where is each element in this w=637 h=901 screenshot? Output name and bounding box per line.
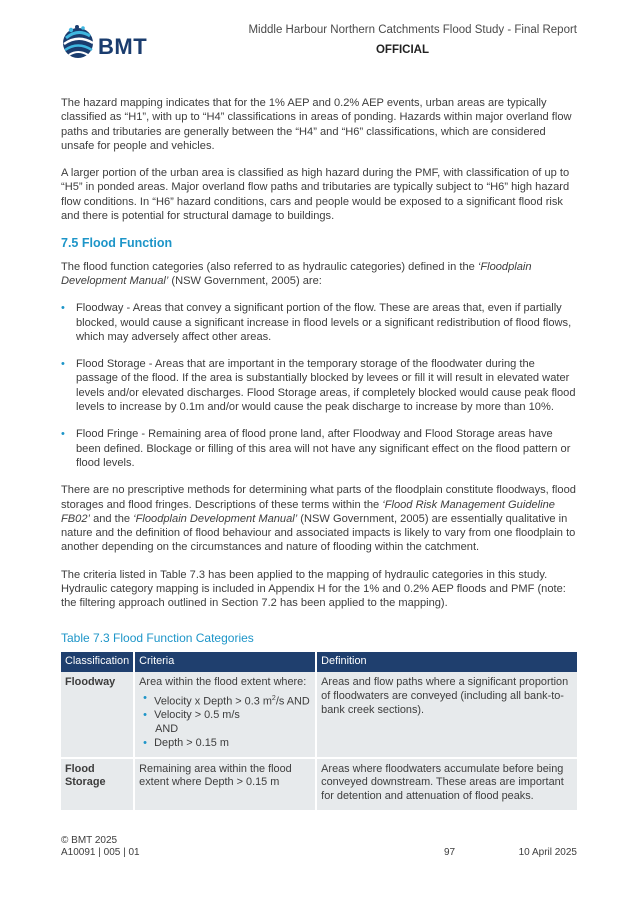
document-reference: A10091 | 005 | 01	[61, 847, 140, 858]
definition-cell: Areas where floodwaters accumulate before being conveyed downstream. These areas are important for detention and attenuation of flood peaks.	[316, 758, 577, 810]
paragraph: The hazard mapping indicates that for the 1% AEP and 0.2% AEP events, urban areas are typically classified as “H1”, with up to “H4” classifications in areas of ponding. Hazards within major overland flow paths and tributaries are generally between the “H4” and “H6” classifications, which are considered unsafe for people and vehicles.	[61, 97, 572, 152]
bullet-icon: •	[143, 736, 147, 749]
criteria-list	[139, 692, 311, 751]
flood-function-table	[61, 652, 577, 810]
table-row	[61, 758, 577, 810]
footer-date: 10 April 2025	[518, 847, 577, 858]
paragraph: A larger portion of the urban area is classified as high hazard during the PMF, with classification of up to “H5” in ponded areas. Major overland flow paths and tributaries are typically subject to “H6” high hazard flow conditions. In “H6” hazard conditions, cars and people would be exposed to a significant flood risk and there is potential for structural damage to buildings.	[61, 167, 570, 223]
column-header: Definition	[316, 652, 577, 672]
logo-wordmark: BMT	[98, 34, 148, 59]
paragraph: There are no prescriptive methods for determining what parts of the floodplain constitute floodways, flood storages and flood fringes. Descriptions of these terms within the ‘Flood Risk Management Guideline FB02’ and the ‘Floodplain Development Manual’ (NSW Government, 2005) are essentially qualitative in nature and the definition of flood behaviour and associated impacts is likely to vary from one floodplain to another depending on the circumstances and nature of flooding within the catchment.	[61, 484, 576, 554]
list-item: • Velocity x Depth > 0.3 $m^2/s$ AND	[143, 691, 310, 708]
list-item: AND	[155, 722, 179, 735]
bmt-globe-icon	[60, 22, 96, 62]
list-item: • Velocity > 0.5 m/s	[143, 709, 240, 722]
classification-label: OFFICIAL	[375, 44, 429, 56]
column-header: Classification	[61, 652, 134, 672]
report-title: Middle Harbour Northern Catchments Flood Study - Final Report	[248, 24, 577, 36]
paragraph: The flood function categories (also referred to as hydraulic categories) defined in the ‘Floodplain Development Manual’ (NSW Government, 2005) are:	[61, 260, 532, 287]
criteria-cell: Area within the flood extent where: • Velocity x Depth > 0.3 $m^2/s$ AND • Velocity > 0.5 m/s AND • Depth > 0.15 m	[134, 672, 316, 758]
page-number: 97	[444, 847, 456, 858]
table-caption: Table 7.3 Flood Function Categories	[61, 630, 254, 645]
section-heading: 7.5 Flood Function	[61, 236, 173, 251]
page-content	[61, 96, 577, 810]
table-header-row	[61, 652, 577, 672]
copyright-text: © BMT 2025	[61, 835, 118, 846]
bullet-icon: •	[61, 358, 65, 371]
paragraph: The criteria listed in Table 7.3 has been applied to the mapping of hydraulic categories in this study. Hydraulic category mapping is included in Appendix H for the 1% and 0.2% AEP floods and PMF (note: the filtering approach outlined in Section 7.2 has been applied to the mapping).	[61, 568, 566, 610]
footer-left	[61, 835, 140, 859]
list-item: • Depth > 0.15 m	[143, 736, 229, 749]
bmt-logo	[60, 22, 160, 68]
list-item: • Flood Fringe - Remaining area of flood prone land, after Floodway and Flood Storage areas have been defined. Blockage or filling of this area will not have any significant effect on the flood pattern or flood levels.	[61, 428, 571, 469]
list-item: • Flood Storage - Areas that are important in the temporary storage of the floodwater during the passage of the flood. If the area is substantially blocked by levees or fill it will result in elevated water levels and/or elevated discharges. Flood Storage areas, if completely blocked would cause peak flood levels to increase by 0.1m and/or would cause the peak discharge to increase by more than 10%.	[61, 358, 576, 414]
bullet-icon: •	[61, 302, 65, 315]
bullet-icon: •	[143, 691, 147, 704]
table-row	[61, 672, 577, 758]
bullet-icon: •	[143, 709, 147, 722]
classification-cell: Flood Storage	[61, 758, 134, 810]
definition-cell: Areas and flow paths where a significant proportion of floodwaters are conveyed (including all bank-to-bank creek sections).	[316, 672, 577, 758]
criteria-cell: Remaining area within the flood extent where Depth > 0.15 m	[134, 758, 316, 810]
bullet-icon: •	[61, 428, 65, 441]
column-header: Criteria	[134, 652, 316, 672]
flood-function-list	[61, 301, 577, 470]
classification-cell: Floodway	[61, 672, 134, 758]
list-item: • Floodway - Areas that convey a significant portion of the flow. These are areas that, even if partially blocked, would cause a significant increase in flood levels or a significant redistribution of flood flows, which may adversely affect other areas.	[61, 302, 572, 343]
